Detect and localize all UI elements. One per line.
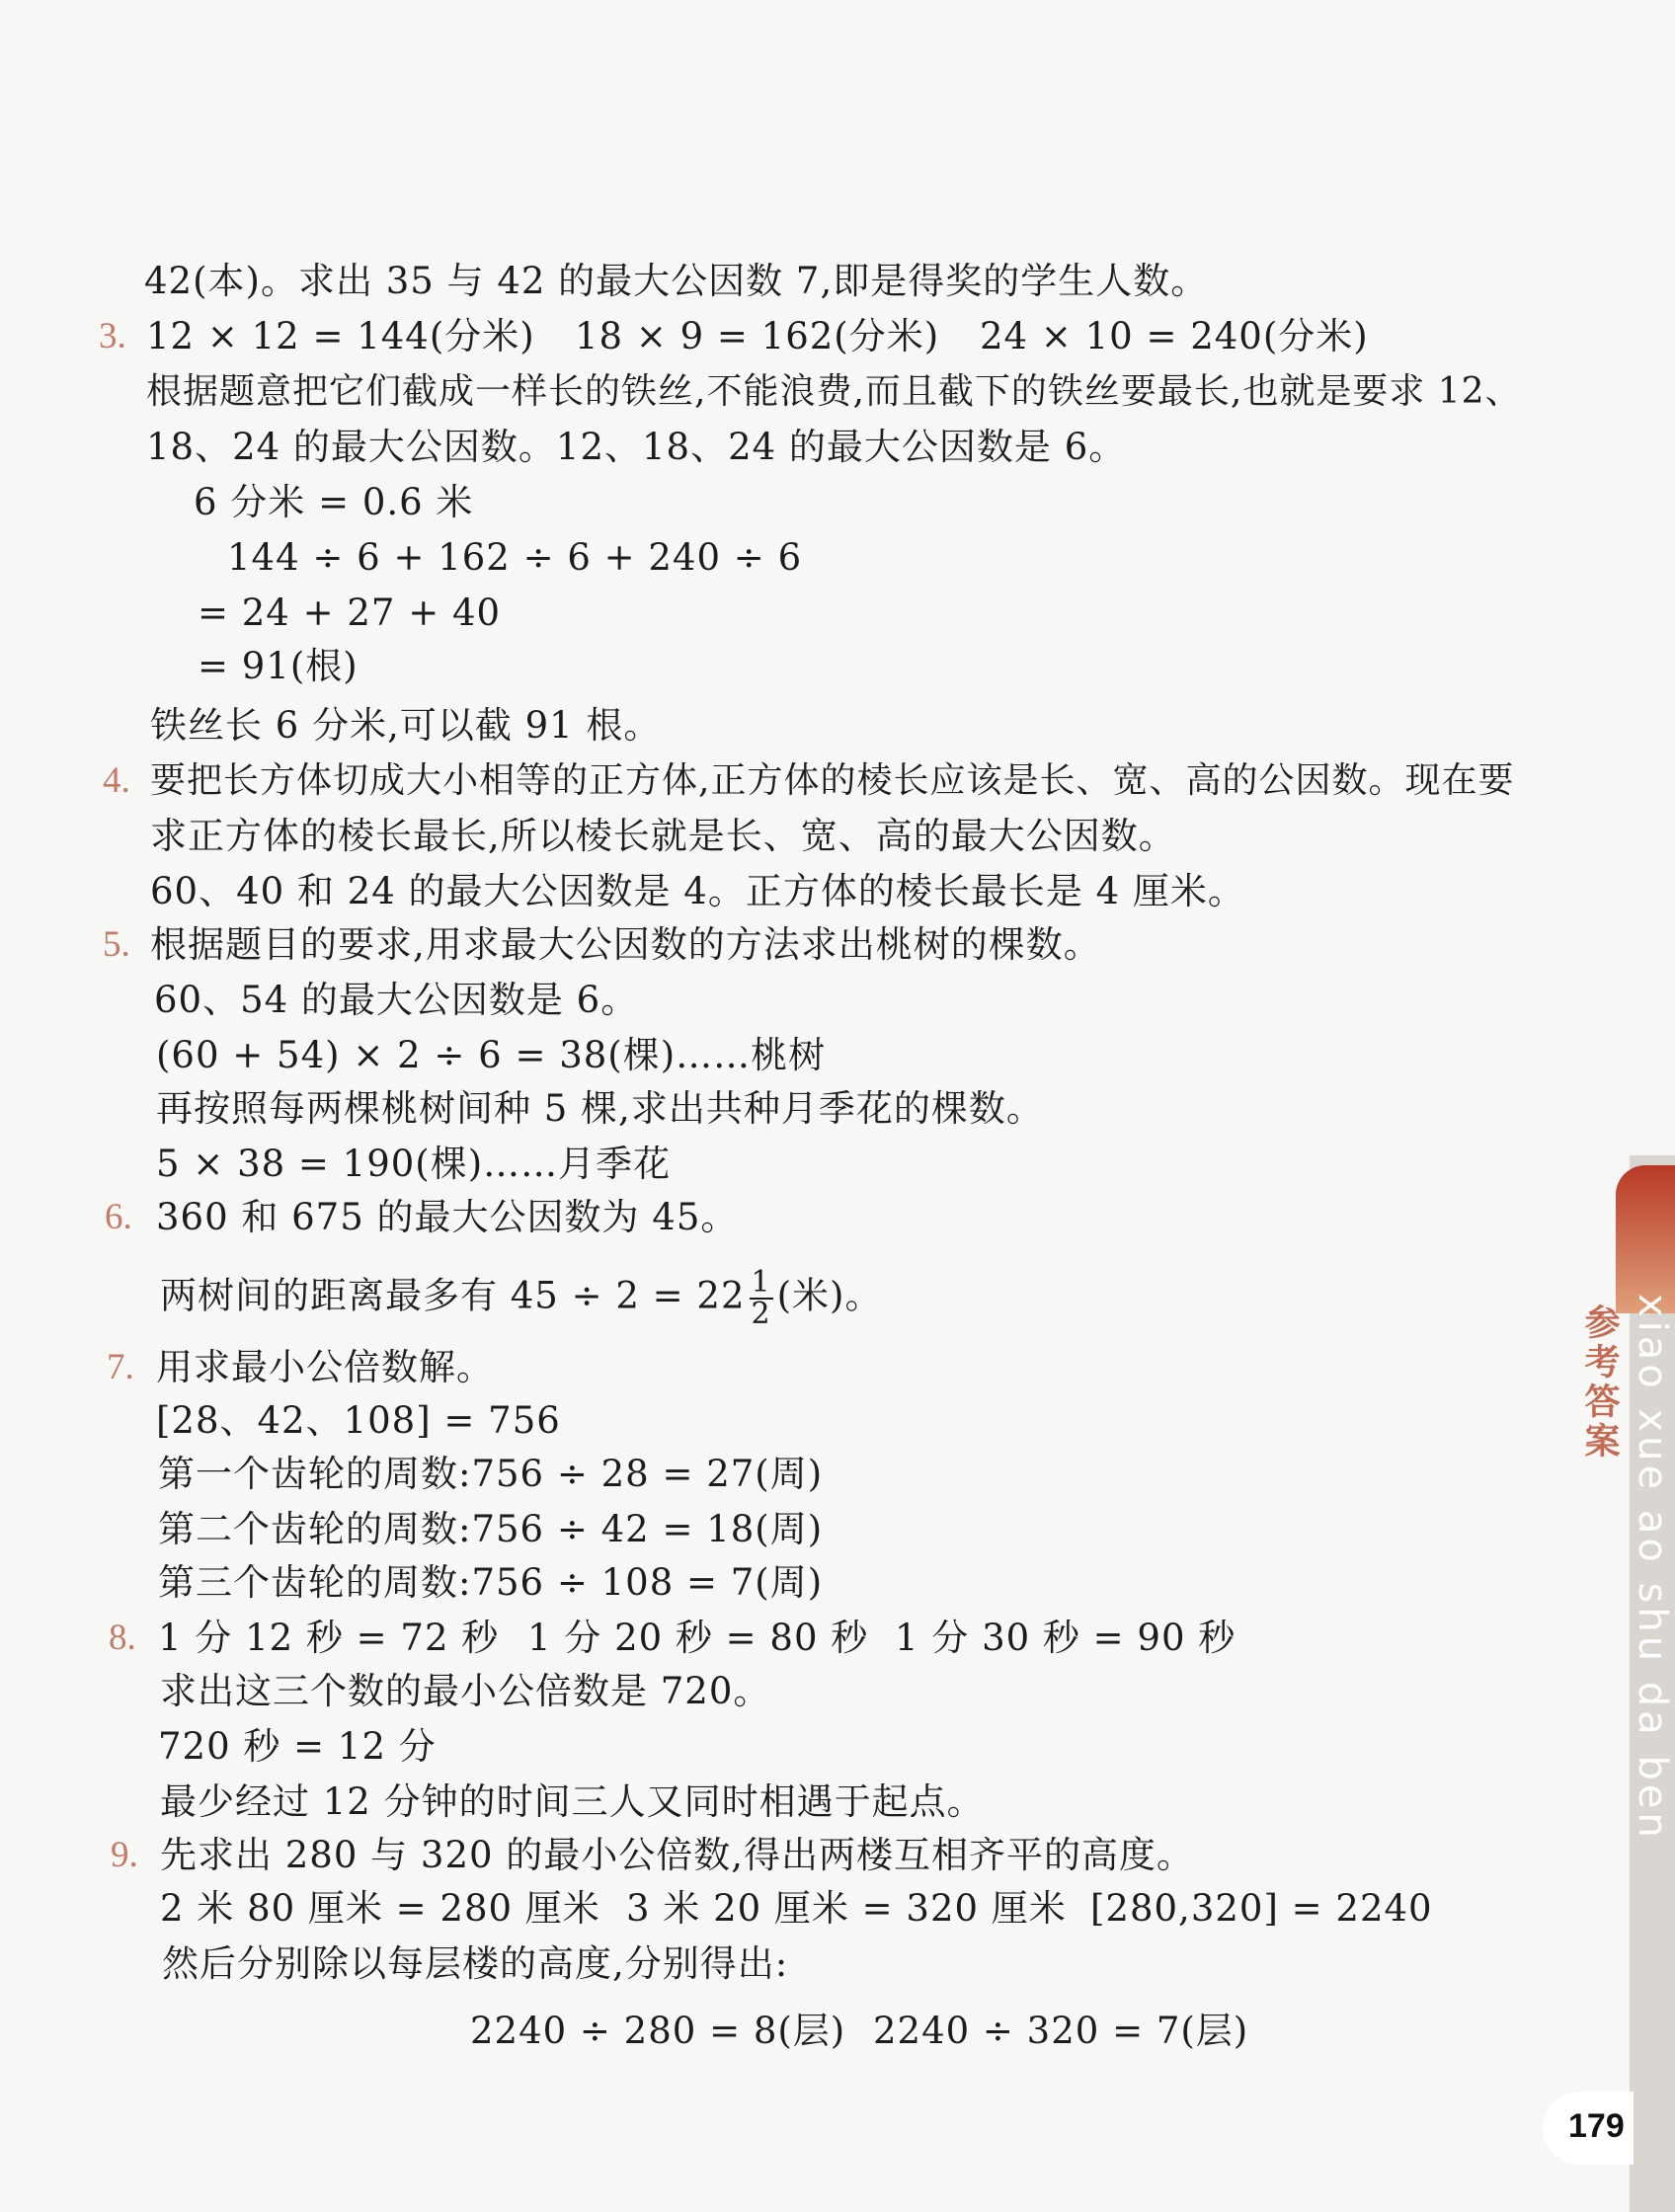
page-number: 179 (1568, 2107, 1625, 2145)
item-number: 3. (99, 316, 126, 356)
math-line: (60 + 54) × 2 ÷ 6 = 38(棵)……桃树 (156, 1034, 827, 1076)
text-line: 1 分 30 秒 = 90 秒 (895, 1617, 1236, 1659)
text-line: 第二个齿轮的周数:756 ÷ 42 = 18(周) (158, 1508, 824, 1550)
item-number: 5. (103, 924, 130, 965)
math-line: = 24 + 27 + 40 (198, 592, 502, 634)
fraction-line-text: 两树间的距离最多有 45 ÷ 2 = 22 (160, 1274, 746, 1317)
side-section-label: 参考答案 (1579, 1304, 1621, 1462)
side-pinyin-text: xiao xue ao shu da ben (1630, 1294, 1675, 1842)
side-tab-decoration (1616, 1165, 1675, 1313)
math-line: 144 ÷ 6 + 162 ÷ 6 + 240 ÷ 6 (227, 536, 803, 579)
fraction-denominator: 2 (751, 1297, 771, 1331)
item-number: 4. (103, 760, 130, 801)
fraction-numerator: 1 (751, 1265, 771, 1300)
item-number: 9. (111, 1835, 138, 1875)
fraction-line (160, 1265, 883, 1331)
text-line: 60、54 的最大公因数是 6。 (154, 979, 639, 1021)
fraction-line-unit: (米)。 (776, 1274, 883, 1317)
text-line: 根据题目的要求,用求最大公因数的方法求出桃树的棵数。 (150, 923, 1101, 966)
text-line: 1 分 12 秒 = 72 秒 (158, 1617, 500, 1659)
text-line: 求出这三个数的最小公倍数是 720。 (160, 1670, 771, 1712)
text-line: 再按照每两棵桃树间种 5 棵,求出共种月季花的棵数。 (156, 1087, 1044, 1130)
math-line: 2240 ÷ 320 = 7(层) (873, 2010, 1249, 2052)
text-line: 6 分米 = 0.6 米 (194, 481, 474, 523)
text-line: 第一个齿轮的周数:756 ÷ 28 = 27(周) (158, 1453, 824, 1495)
text-line: 18 × 9 = 162(分米) (575, 315, 940, 357)
text-line: 360 和 675 的最大公因数为 45。 (156, 1196, 739, 1238)
text-line: 最少经过 12 分钟的时间三人又同时相遇于起点。 (160, 1780, 985, 1823)
item-number: 7. (107, 1347, 134, 1387)
text-line: 铁丝长 6 分米,可以截 91 根。 (150, 704, 662, 747)
text-line: 要把长方体切成大小相等的正方体,正方体的棱长应该是长、宽、高的公因数。现在要 (150, 760, 1515, 801)
text-line: 先求出 280 与 320 的最小公倍数,得出两楼互相齐平的高度。 (160, 1834, 1195, 1876)
text-line: 第三个齿轮的周数:756 ÷ 108 = 7(周) (158, 1561, 824, 1604)
math-line: 2240 ÷ 280 = 8(层) (470, 2010, 846, 2052)
text-line: 24 × 10 = 240(分米) (980, 315, 1369, 357)
text-line: 根据题意把它们截成一样长的铁丝,不能浪费,而且截下的铁丝要最长,也就是要求 12、 (146, 371, 1522, 412)
text-line: 用求最小公倍数解。 (156, 1346, 494, 1388)
text-line: 60、40 和 24 的最大公因数是 4。正方体的棱长最长是 4 厘米。 (150, 870, 1245, 912)
math-line: 720 秒 = 12 分 (158, 1725, 437, 1768)
text-line: 1 分 20 秒 = 80 秒 (527, 1617, 869, 1659)
math-line: 5 × 38 = 190(棵)……月季花 (156, 1143, 672, 1185)
item-number: 8. (109, 1618, 136, 1658)
text-line: 2 米 80 厘米 = 280 厘米 (160, 1887, 600, 1930)
math-line: = 91(根) (198, 645, 359, 687)
text-line: 42(本)。求出 35 与 42 的最大公因数 7,即是得奖的学生人数。 (144, 260, 1209, 302)
math-line: [28、42、108] = 756 (156, 1399, 561, 1442)
text-line: 18、24 的最大公因数。12、18、24 的最大公因数是 6。 (146, 426, 1127, 468)
text-line: 求正方体的棱长最长,所以棱长就是长、宽、高的最大公因数。 (150, 815, 1176, 857)
item-number: 6. (105, 1197, 132, 1237)
text-line: 12 × 12 = 144(分米) (146, 315, 535, 357)
math-line: [280,320] = 2240 (1090, 1887, 1433, 1930)
text-line: 3 米 20 厘米 = 320 厘米 (626, 1887, 1067, 1930)
text-line: 然后分别除以每层楼的高度,分别得出: (162, 1942, 789, 1985)
fraction (750, 1265, 773, 1331)
